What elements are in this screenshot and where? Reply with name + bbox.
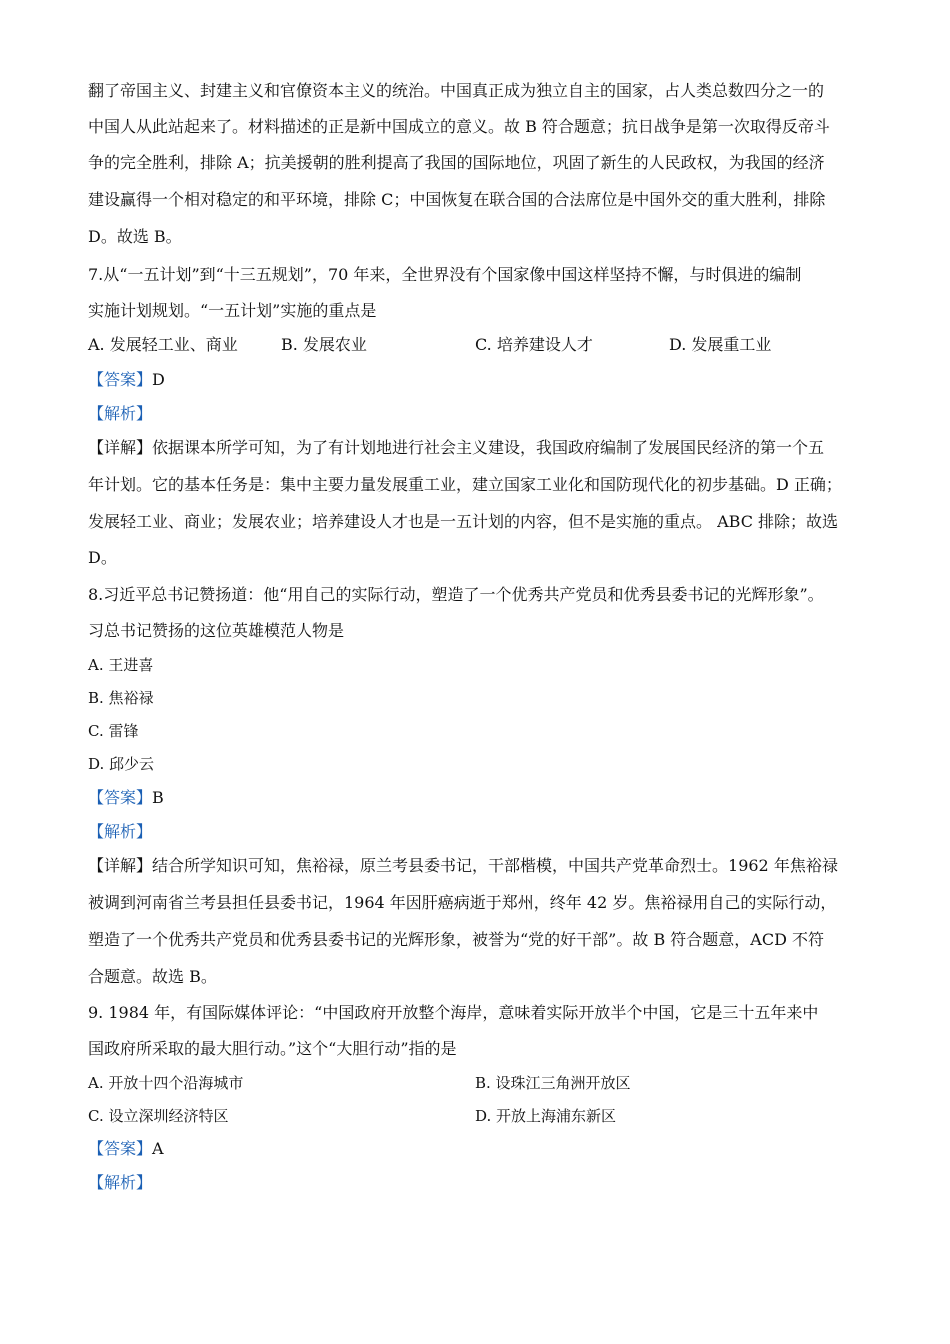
question-7-option-d: D. 发展重工业 [669, 335, 772, 354]
question-8-stem: 习总书记赞扬的这位英雄模范人物是 [88, 621, 345, 640]
answer-value: D [152, 370, 165, 389]
paragraph-line: 中国人从此站起来了。材料描述的正是新中国成立的意义。故 B 符合题意；抗日战争是第一次取得反帝斗 [88, 117, 830, 136]
question-7-stem: 7.从“一五计划”到“十三五规划”，70 年来，全世界没有个国家像中国这样坚持不懈，与时俱进的编制 [88, 265, 802, 284]
question-9-stem: 国政府所采取的最大胆行动。”这个“大胆行动”指的是 [88, 1039, 457, 1058]
question-9-option-b: B. 设珠江三角洲开放区 [475, 1074, 631, 1092]
question-8-option-d: D. 邱少云 [88, 755, 155, 773]
answer-label: 【答案】 [88, 788, 153, 807]
question-7-detail: 年计划。它的基本任务是：集中主要力量发展重工业，建立国家工业化和国防现代化的初步基础。D 正确； [88, 475, 842, 494]
question-8-detail: 塑造了一个优秀共产党员和优秀县委书记的光辉形象，被誉为“党的好干部”。故 B 符合题意，ACD 不符 [88, 930, 825, 949]
question-8-option-c: C. 雷锋 [88, 722, 139, 740]
question-7-analysis-label: 【解析】 [88, 404, 153, 423]
detail-label: 【详解】 [88, 856, 153, 875]
question-8-detail [88, 856, 838, 876]
question-7-stem: 实施计划规划。“一五计划”实施的重点是 [88, 301, 377, 320]
question-8-analysis-label: 【解析】 [88, 822, 153, 841]
question-8-detail: 合题意。故选 B。 [88, 967, 217, 986]
question-7-option-c: C. 培养建设人才 [475, 335, 593, 354]
question-9-option-a: A. 开放十四个沿海城市 [88, 1074, 244, 1092]
question-9-stem: 9. 1984 年，有国际媒体评论：“中国政府开放整个海岸，意味着实际开放半个中国，它是三十五年来中 [88, 1003, 819, 1022]
question-9-option-c: C. 设立深圳经济特区 [88, 1107, 229, 1125]
paragraph-line: 翻了帝国主义、封建主义和官僚资本主义的统治。中国真正成为独立自主的国家，占人类总数四分之一的 [88, 81, 825, 100]
answer-label: 【答案】 [88, 1139, 153, 1158]
question-9-analysis-label: 【解析】 [88, 1173, 153, 1192]
detail-label: 【详解】 [88, 438, 153, 457]
question-7-detail: D。 [88, 548, 117, 567]
question-8-option-a: A. 王进喜 [88, 656, 154, 674]
answer-label: 【答案】 [88, 370, 153, 389]
question-8-option-b: B. 焦裕禄 [88, 689, 154, 707]
detail-text: 结合所学知识可知，焦裕禄，原兰考县委书记，干部楷模，中国共产党革命烈士。1962 年焦裕禄 [152, 856, 838, 875]
question-7-detail [88, 438, 824, 458]
detail-text: 依据课本所学可知，为了有计划地进行社会主义建设，我国政府编制了发展国民经济的第一个五 [152, 438, 825, 457]
question-8-detail: 被调到河南省兰考县担任县委书记，1964 年因肝癌病逝于郑州，终年 42 岁。焦裕禄用自己的实际行动， [88, 893, 837, 912]
question-8-answer [88, 788, 164, 808]
question-9-answer [88, 1139, 164, 1159]
question-9-option-d: D. 开放上海浦东新区 [475, 1107, 617, 1125]
question-8-stem: 8.习近平总书记赞扬道：他“用自己的实际行动，塑造了一个优秀共产党员和优秀县委书记的光辉形象”。 [88, 585, 824, 604]
answer-value: A [152, 1139, 164, 1158]
paragraph-line: 争的完全胜利，排除 A；抗美援朝的胜利提高了我国的国际地位，巩固了新生的人民政权，为我国的经济 [88, 153, 825, 172]
paragraph-line: D。故选 B。 [88, 227, 182, 246]
paragraph-line: 建设赢得一个相对稳定的和平环境，排除 C；中国恢复在联合国的合法席位是中国外交的重大胜利，排除 [88, 190, 826, 209]
answer-value: B [152, 788, 164, 807]
question-7-option-a: A. 发展轻工业、商业 [88, 335, 238, 354]
question-7-detail: 发展轻工业、商业；发展农业；培养建设人才也是一五计划的内容，但不是实施的重点。 ABC 排除；故选 [88, 512, 839, 531]
question-7-answer [88, 370, 165, 390]
question-7-option-b: B. 发展农业 [281, 335, 367, 354]
